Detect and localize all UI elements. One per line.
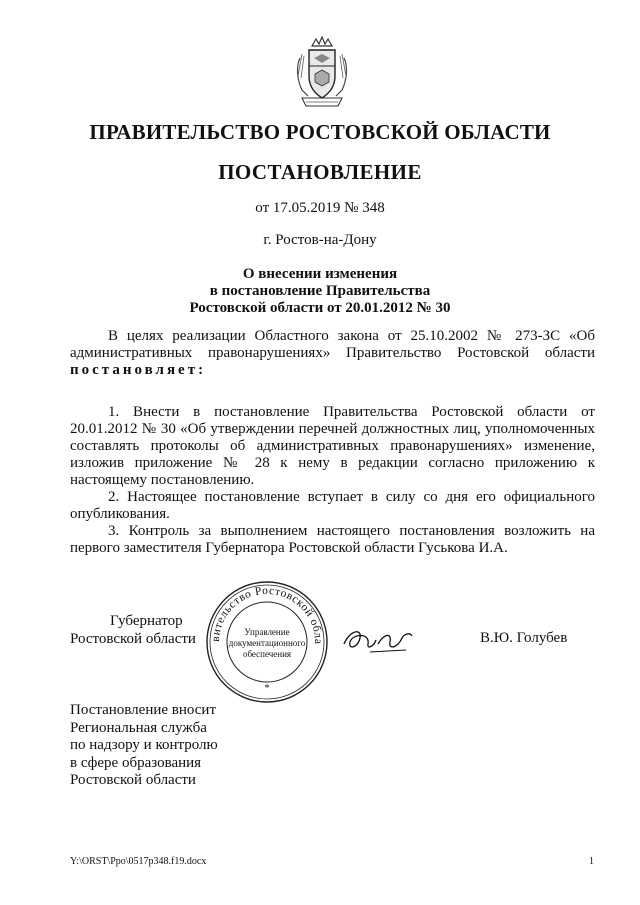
signatory-title-line: Губернатор bbox=[110, 613, 183, 629]
note-line: Постановление вносит bbox=[70, 702, 217, 718]
list-item: 3. Контроль за выполнением настоящего постановления возложить на первого заместителя Губернатора Ростовской области Гуськова И.А. bbox=[70, 523, 595, 556]
page-number: 1 bbox=[589, 856, 594, 867]
stamp-inner-text: Управление bbox=[244, 627, 290, 637]
note-line: по надзору и контролю bbox=[70, 737, 218, 753]
stamp-inner-text: обеспечения bbox=[242, 649, 292, 659]
subject-line: О внесении изменения bbox=[242, 266, 398, 282]
signatory-title bbox=[70, 612, 196, 648]
city: г. Ростов-на-Дону bbox=[263, 232, 377, 248]
preamble-text: В целях реализации Областного закона от 25.10.2002 № 273-ЗС «Об административных правонарушениях» Правительство Ростовской области bbox=[70, 328, 595, 361]
document-type: ПОСТАНОВЛЕНИЕ bbox=[218, 160, 422, 184]
stamp-inner-text: документационного bbox=[228, 638, 306, 648]
government-title: ПРАВИТЕЛЬСТВО РОСТОВСКОЙ ОБЛАСТИ bbox=[89, 120, 551, 144]
handwritten-signature bbox=[340, 622, 416, 658]
date-number: от 17.05.2019 № 348 bbox=[255, 200, 385, 216]
list-item: 1. Внести в постановление Правительства Ростовской области от 20.01.2012 № 30 «Об утверждении перечней должностных лиц, уполномоченных составлять протоколы об административных правонарушениях» изменение, изложив приложение № 28 к нему в редакции согласно приложению к настоящему постановлению. bbox=[70, 404, 595, 488]
signatory-title-line: Ростовской области bbox=[70, 631, 196, 647]
official-stamp bbox=[205, 580, 329, 704]
operative-items bbox=[70, 404, 595, 557]
stamp-star: * bbox=[264, 683, 270, 694]
note-line: Ростовской области bbox=[70, 772, 196, 788]
signatory-name: В.Ю. Голубев bbox=[480, 630, 568, 646]
footer-file-path: Y:\ORST\Ppo\0517p348.f19.docx bbox=[70, 856, 207, 867]
note-line: в сфере образования bbox=[70, 754, 202, 771]
coat-of-arms-icon bbox=[292, 36, 352, 112]
subject-line: Ростовской области от 20.01.2012 № 30 bbox=[189, 300, 451, 316]
list-item: 2. Настоящее постановление вступает в силу со дня его официального опубликования. bbox=[70, 489, 595, 522]
stamp-outer-text: вительство Ростовской обла bbox=[209, 584, 325, 645]
subject-line: в постановление Правительства bbox=[209, 283, 431, 299]
note-line: Региональная служба bbox=[70, 719, 207, 736]
subject-heading bbox=[0, 266, 640, 317]
preamble bbox=[70, 328, 595, 379]
decree-word: постановляет: bbox=[70, 362, 207, 378]
submitter-note bbox=[70, 702, 218, 790]
